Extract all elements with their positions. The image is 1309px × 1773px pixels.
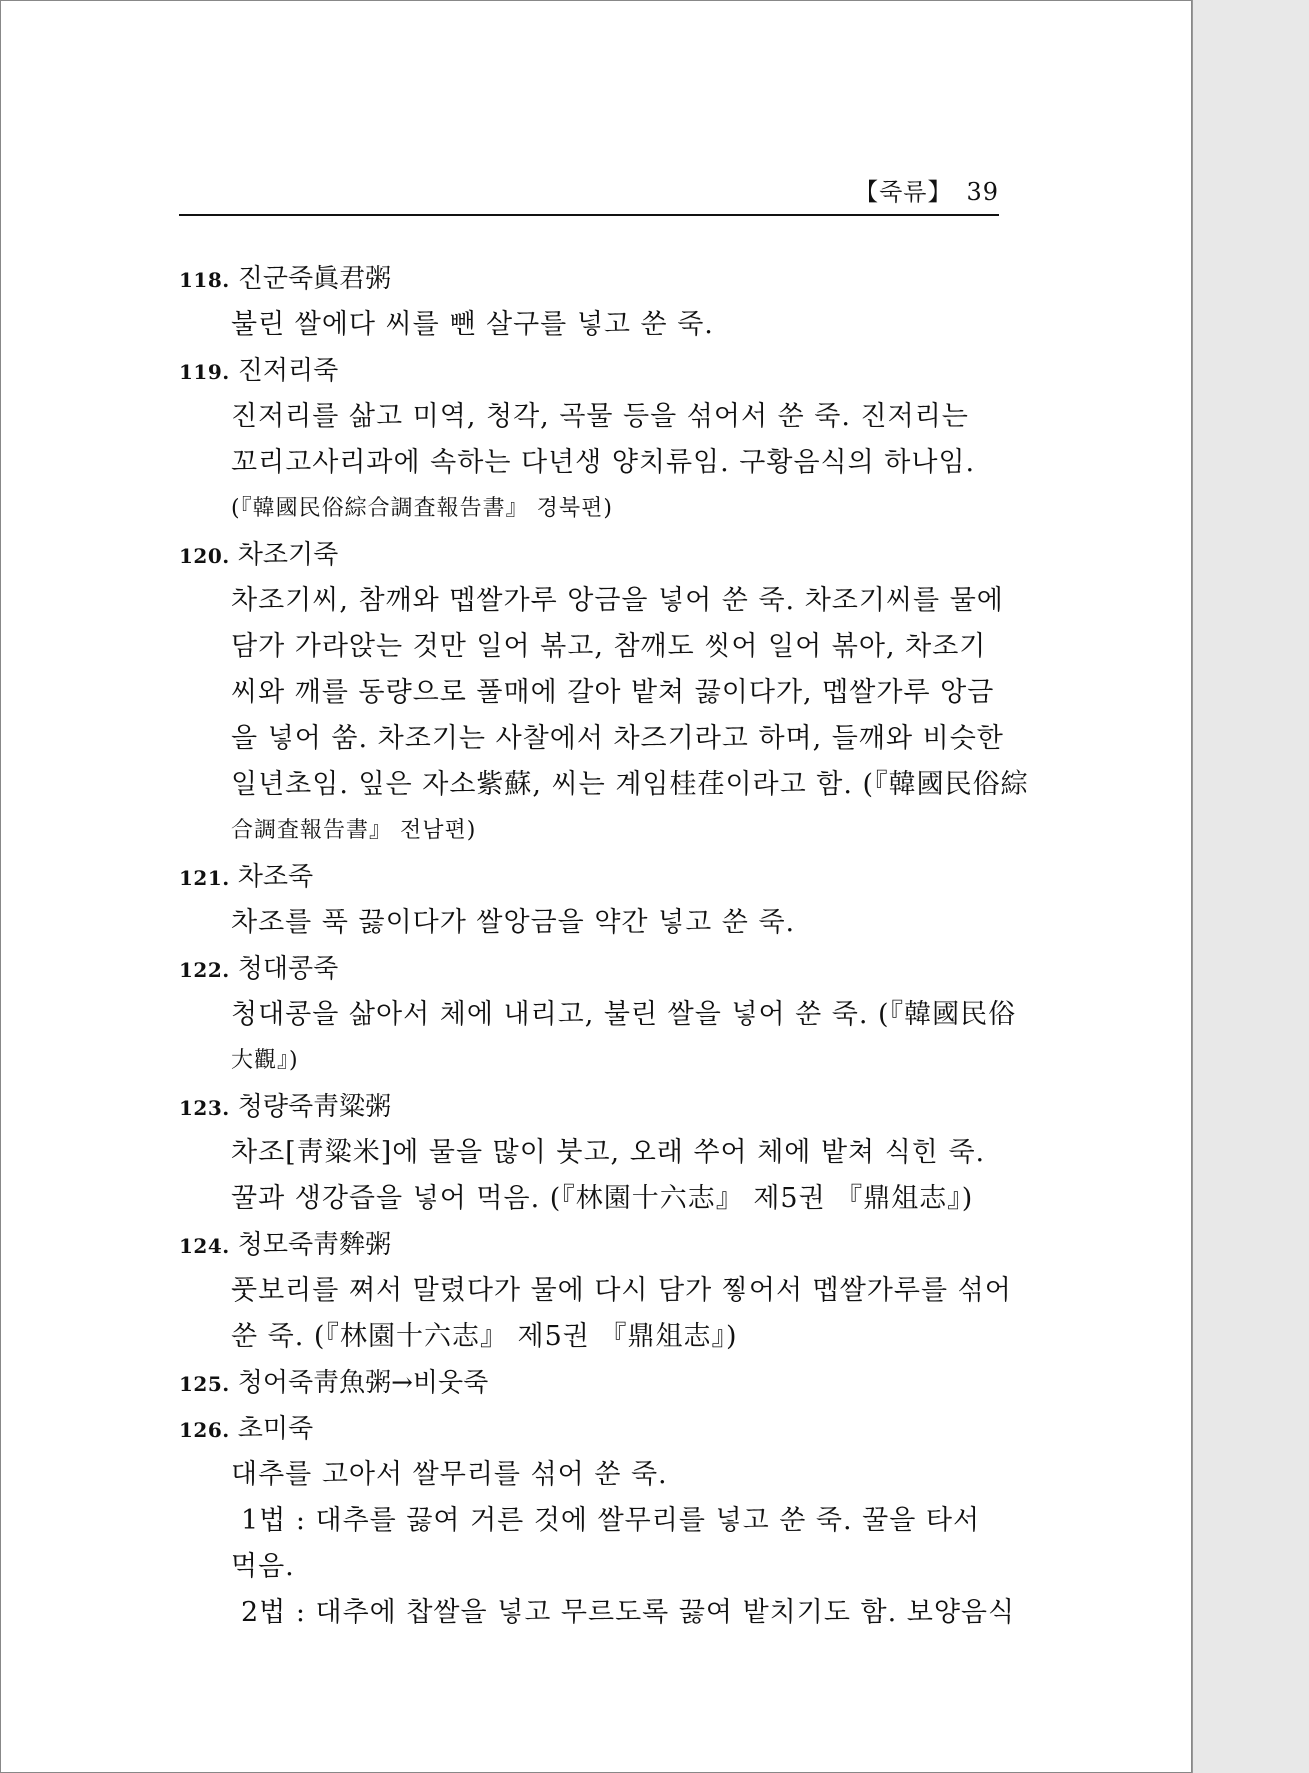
entry-126 (179, 1406, 1016, 1636)
entry-119 (179, 348, 1001, 532)
entry-125 (179, 1360, 1001, 1406)
page-stack-edge (1192, 0, 1309, 1773)
entry-line: 일년초임. 잎은 자소紫蘇, 씨는 계임桂荏이라고 함. (『韓國民俗綜 (231, 769, 1029, 800)
entry-120 (179, 532, 1029, 854)
entry-number: 121. (179, 866, 230, 890)
entry-line: 진저리를 삶고 미역, 청각, 곡물 등을 섞어서 쑨 죽. 진저리는 (231, 401, 969, 432)
entry-122 (179, 946, 1017, 1084)
entry-body (179, 394, 1001, 532)
entry-body (179, 900, 1001, 946)
entry-body (179, 992, 1017, 1084)
entry-number: 118. (179, 268, 230, 292)
entry-list (179, 256, 1029, 1636)
entry-heading (179, 946, 1001, 992)
entry-heading (179, 348, 1001, 394)
entry-number: 120. (179, 544, 230, 568)
entry-title: 진저리죽 (237, 356, 339, 386)
source-citation: (『韓國民俗綜合調査報告書』 경북편) (231, 496, 613, 521)
entry-title: 청모죽靑麰粥 (237, 1230, 392, 1260)
entry-line: 차조를 푹 끓이다가 쌀앙금을 약간 넣고 쑨 죽. (231, 907, 796, 938)
entry-title: 초미죽 (237, 1414, 314, 1444)
section-label: 【죽류】 (854, 178, 953, 206)
entry-line: 씨와 깨를 동량으로 풀매에 갈아 밭쳐 끓이다가, 멥쌀가루 앙금 (231, 677, 995, 708)
running-header (179, 166, 999, 216)
entry-line: 차조기씨, 참깨와 멥쌀가루 앙금을 넣어 쑨 죽. 차조기씨를 물에 (231, 585, 1004, 616)
entry-title: 차조기죽 (237, 540, 339, 570)
entry-number: 126. (179, 1418, 230, 1442)
entry-heading (179, 1360, 1001, 1406)
entry-line: 꿀과 생강즙을 넣어 먹음. (『林園十六志』 제5권 『鼎俎志』) (231, 1183, 974, 1214)
method-line: 1법 : 대추를 끓여 거른 것에 쌀무리를 넣고 쑨 죽. 꿀을 타서 (241, 1505, 981, 1536)
entry-heading (179, 532, 1001, 578)
entry-title: 청어죽靑魚粥→비웃죽 (237, 1368, 489, 1398)
source-citation: 大觀』) (231, 1048, 299, 1073)
entry-number: 125. (179, 1372, 230, 1396)
entry-body (179, 578, 1029, 854)
entry-heading (179, 256, 1001, 302)
entry-line: 청대콩을 삶아서 체에 내리고, 불린 쌀을 넣어 쑨 죽. (『韓國民俗 (231, 999, 1017, 1030)
entry-heading (179, 1222, 1001, 1268)
entry-118 (179, 256, 1001, 348)
entry-line: 을 넣어 쑴. 차조기는 사찰에서 차즈기라고 하며, 들깨와 비슷한 (231, 723, 1004, 754)
entry-line: 불린 쌀에다 씨를 뺀 살구를 넣고 쑨 죽. (231, 309, 714, 340)
entry-124 (179, 1222, 1012, 1360)
entry-heading (179, 1084, 1001, 1130)
entry-line: 풋보리를 쪄서 말렸다가 물에 다시 담가 찧어서 멥쌀가루를 섞어 (231, 1275, 1012, 1306)
entry-title: 청량죽靑粱粥 (237, 1092, 392, 1122)
entry-heading (179, 1406, 1001, 1452)
entry-line: 담가 가라앉는 것만 일어 볶고, 참깨도 씻어 일어 볶아, 차조기 (231, 631, 987, 662)
entry-title: 청대콩죽 (237, 954, 339, 984)
entry-line: 쑨 죽. (『林園十六志』 제5권 『鼎俎志』) (231, 1321, 738, 1352)
method-2 (179, 1590, 1016, 1636)
entry-123 (179, 1084, 1001, 1222)
method-line: 2법 : 대추에 찹쌀을 넣고 무르도록 끓여 밭치기도 함. 보양음식 (241, 1597, 1016, 1628)
entry-line: 대추를 고아서 쌀무리를 섞어 쑨 죽. (231, 1459, 668, 1490)
entry-number: 124. (179, 1234, 230, 1258)
entry-heading (179, 854, 1001, 900)
entry-body (179, 302, 1001, 348)
page-number: 39 (966, 178, 999, 206)
header-text (840, 172, 999, 207)
entry-121 (179, 854, 1001, 946)
method-line: 먹음. (231, 1551, 295, 1582)
entry-body (179, 1130, 1001, 1222)
entry-number: 122. (179, 958, 230, 982)
entry-line: 꼬리고사리과에 속하는 다년생 양치류임. 구황음식의 하나임. (231, 447, 976, 478)
method-1 (179, 1498, 1001, 1590)
entry-title: 진군죽眞君粥 (237, 264, 392, 294)
source-citation: 合調査報告書』 전남편) (231, 818, 477, 843)
entry-body (179, 1452, 1001, 1498)
entry-body (179, 1268, 1012, 1360)
entry-number: 119. (179, 360, 230, 384)
entry-title: 차조죽 (237, 862, 314, 892)
entry-number: 123. (179, 1096, 230, 1120)
entry-line: 차조[靑粱米]에 물을 많이 붓고, 오래 쑤어 체에 밭쳐 식힌 죽. (231, 1137, 986, 1168)
